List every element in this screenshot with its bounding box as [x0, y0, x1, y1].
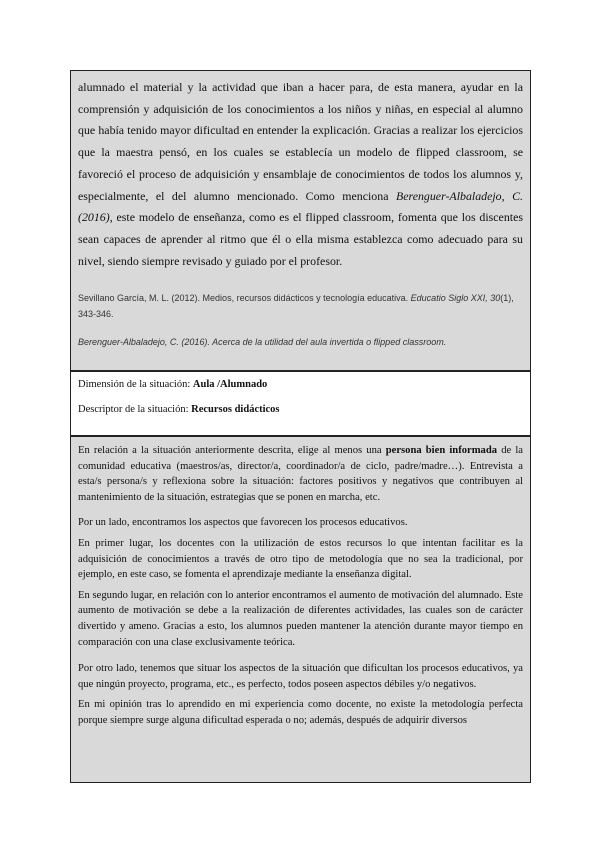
paragraph-text-end: , este modelo de enseñanza, como es el flipped classroom, fomenta que los discentes sean capaces de aprender al ritmo que él o ella misma establezca como adecuado para su nivel, siendo siempre revisado y guiado por el profesor. [78, 210, 523, 268]
reference-2 [78, 334, 523, 350]
situation-header-cell [70, 371, 531, 436]
reference-1 [78, 290, 523, 322]
descriptor-label: Descriptor de la situación: [78, 404, 192, 415]
opinion-paragraph: En mi opinión tras lo aprendido en mi experiencia como docente, no existe la metodología perfecta porque siempre surge alguna dificultad esperada o no; además, después de adquirir diversos [78, 699, 523, 726]
instructions-bold: persona bien informada [385, 445, 498, 456]
instructions-paragraph [78, 443, 523, 505]
reference-2-text: Berenguer-Albaladejo, C. (2016). Acerca de la utilidad del aula invertida o flipped classroom. [78, 337, 447, 348]
paragraph-text: alumnado el material y la actividad que iban a hacer para, de esta manera, ayudar en la comprensión y adquisición de los conocimientos a los niños y niñas, en especial al alumno que había tenido mayor dificultad en entender la explicación. Gracias a realizar los ejercicios que la maestra pensó, en los cuales se establecía un modelo de flipped classroom, se favoreció el proceso de adquisición y ensamblaje de conocimientos de todos los alumnos y, especialmente, el del alumno mencionado. Como menciona [78, 80, 523, 203]
reference-1-text: Sevillano García, M. L. (2012). Medios, recursos didácticos y tecnología educativa. [78, 293, 411, 304]
second-point-paragraph: En segundo lugar, en relación con lo anterior encontramos el aumento de motivación del alumnado. Este aumento de motivación se debe a la realización de diferentes actividades, las cuales son de carácter divertido y ameno. Gracias a esto, los alumnos pueden mantener la atención durante mayor tiempo en comparación con una clase exclusivamente teórica. [78, 589, 523, 648]
reflection-paragraph [78, 77, 523, 272]
descriptor-value: Recursos didácticos [191, 404, 280, 415]
reference-1-tail: (1), 343-346. [78, 293, 514, 320]
first-point-paragraph: En primer lugar, los docentes con la utilización de estos recursos lo que intentan facilitar es la adquisición de conocimientos a través de otro tipo de metodología que no sea la tradicional, por ejemplo, en este caso, se fomenta el aprendizaje mediante la enseñanza digital. [78, 537, 523, 581]
dimension-line [78, 378, 523, 392]
instructions-text-end: de la comunidad educativa (maestros/as, director/a, coordinador/a de ciclo, padre/madre…). Entrevista a esta/s persona/s y reflexiona sobre la situación: factores positivos y negativos que contribuyen al mantenimiento de la situación, estrategias que se ponen en marcha, etc. [78, 445, 523, 503]
dimension-label: Dimensión de la situación: [78, 379, 193, 390]
favorable-aspects-intro: Por un lado, encontramos los aspectos que favorecen los procesos educativos. [78, 517, 408, 529]
reflection-continuation-cell [70, 70, 531, 371]
instructions-text: En relación a la situación anteriormente descrita, elige al menos una [78, 445, 386, 456]
dimension-value: Aula /Alumnado [192, 379, 268, 390]
difficulties-intro: Por otro lado, tenemos que situar los aspectos de la situación que dificultan los procesos educativos, ya que ningún proyecto, programa, etc., es perfecto, todos poseen aspectos débiles y/o negativos. [78, 663, 523, 690]
citation: Berenguer-Albaladejo, C. (2016) [78, 188, 523, 225]
descriptor-line [78, 403, 523, 417]
interview-reflection-cell [70, 436, 531, 783]
reference-1-journal: Educatio Siglo XXI, 30 [410, 293, 501, 304]
